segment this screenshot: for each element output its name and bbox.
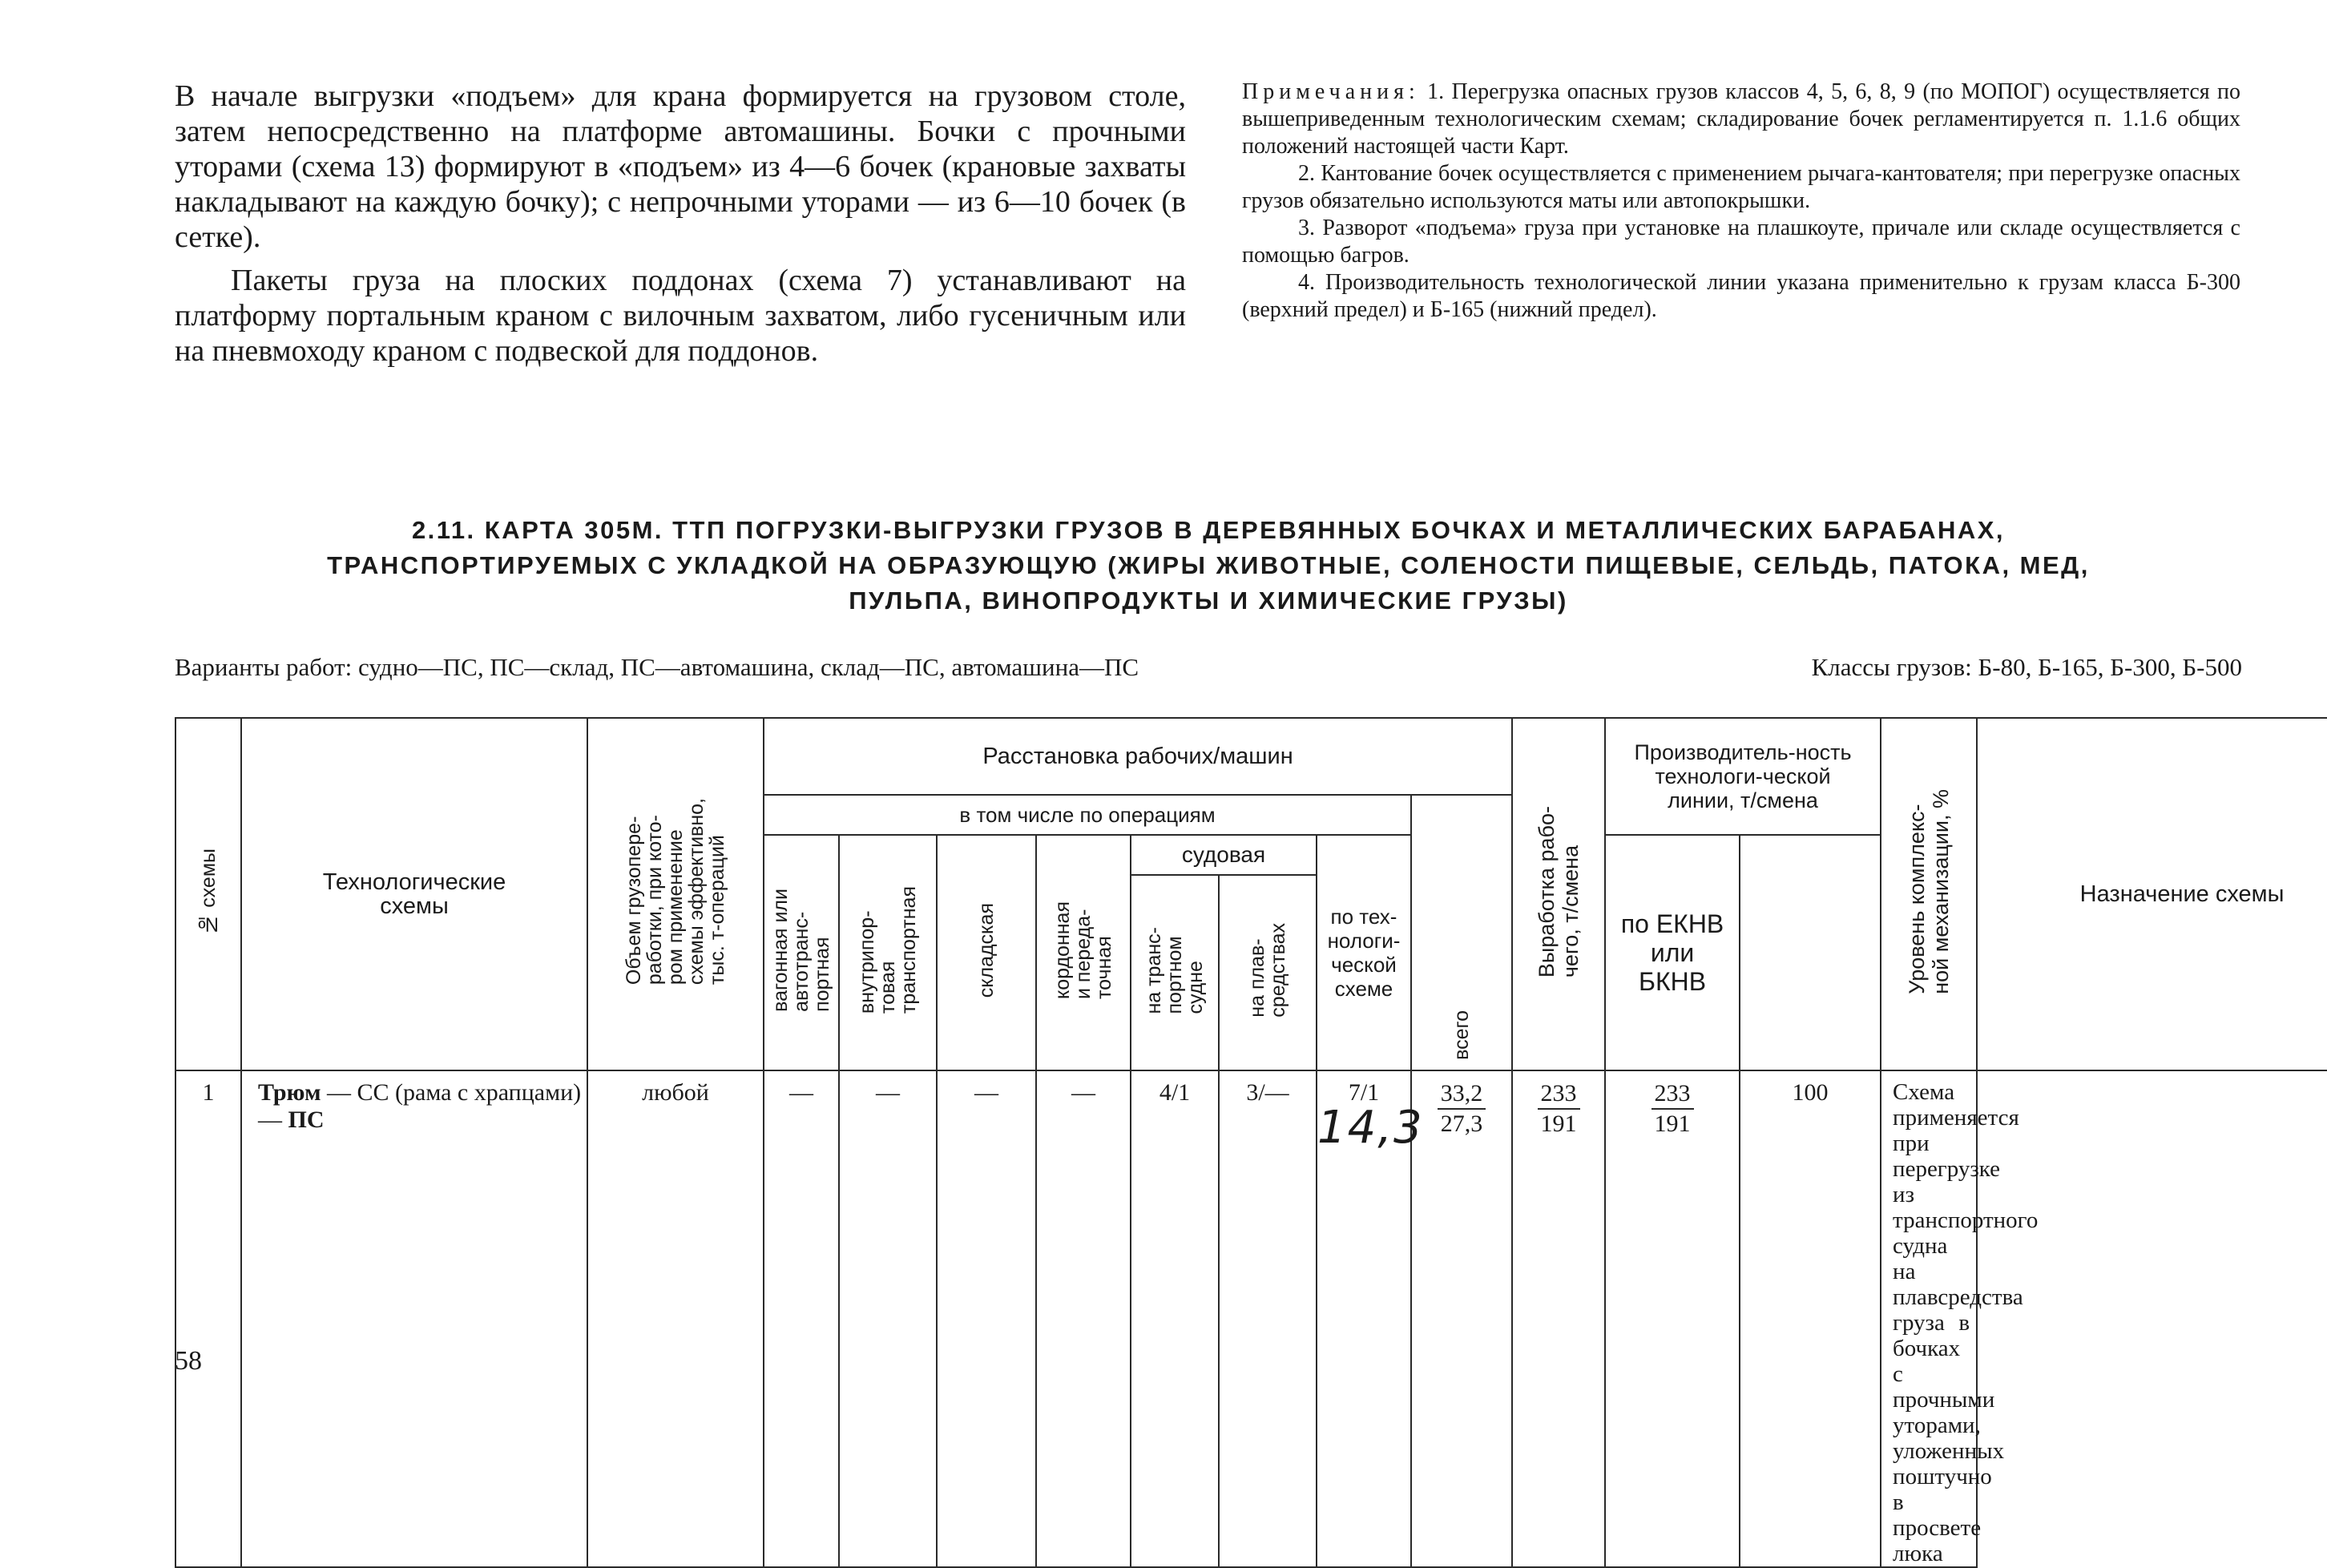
total-value: 7/1 [1348,1079,1380,1106]
handwritten-note: 14,3 [1317,1102,1424,1154]
cell-total [1317,1070,1424,1567]
header-tech-schemes: Технологические схемы [241,718,587,1070]
note-1-text: 1. Перегрузка опасных грузов классов 4, 5, 6, 8, 9 (по МОПОГ) осуществляется по вышеприведенным технологическим схемам; складирование бочек регламентируется п. 1.1.6 общих положений настоящей части Карт. [1242,79,2241,159]
cell-by-eknv [1605,1070,1740,1567]
eknv-upper: 233 [1651,1079,1694,1110]
cell-internal: — [839,1070,937,1567]
header-warehouse: складская [937,835,1036,1070]
header-wagon: вагонная или автотранс- портная [764,835,839,1070]
note-2: 2. Кантование бочек осуществляется с применением рычага-кантователя; при перегрузке опасных грузов обязательно используются маты или автопокрышки. [1242,161,2240,213]
cell-on-ship: 4/1 [1131,1070,1219,1567]
header-by-eknv: по ЕКНВ или БКНВ [1605,835,1740,1070]
table-row [175,1070,2327,1567]
left-text-column [175,79,1186,369]
tech-upper: 233 [1538,1079,1580,1110]
output-lower: 27,3 [1440,1110,1483,1137]
cell-by-tech [1512,1070,1605,1567]
header-internal: внутрипор- товая транспортная [839,835,937,1070]
header-output: Выработка рабо- чего, т/смена [1512,718,1605,1070]
header-total: всего [1411,795,1512,1070]
notes-label: Примечания: [1242,79,1420,104]
header-placement: Расстановка рабочих/машин [764,718,1512,795]
cell-wagon: — [764,1070,839,1567]
notes-column [1242,79,2240,324]
eknv-lower: 191 [1654,1110,1691,1137]
cell-on-float: 3/— [1219,1070,1317,1567]
cell-mech: 100 [1740,1070,1881,1567]
header-purpose: Назначение схемы [1977,718,2327,1070]
cell-scheme: Трюм — СС (рама с храпцами) — ПС [241,1070,587,1567]
title-line-3: ПУЛЬПА, ВИНОПРОДУКТЫ И ХИМИЧЕСКИЕ ГРУЗЫ) [849,586,1568,615]
note-1 [1242,79,2240,160]
header-on-float: на плав- средствах [1219,875,1317,1070]
header-on-ship: на транс- портном судне [1131,875,1219,1070]
header-mech-level: Уровень комплекс- ной механизации, % [1881,718,1977,1070]
technology-table [175,717,2327,1568]
header-ship: судовая [1131,835,1317,875]
cell-output [1411,1070,1512,1567]
header-scheme-no: № схемы [175,718,241,1070]
work-variants: Варианты работ: судно—ПС, ПС—склад, ПС—автомашина, склад—ПС, автомашина—ПС [175,653,1139,681]
cell-purpose: Схема применяется при перегрузке из транспортного судна на плавсредства груза в бочках с прочными уторами, уложенных поштучно в просвете люка [1881,1070,1977,1567]
title-line-2: ТРАНСПОРТИРУЕМЫХ С УКЛАДКОЙ НА ОБРАЗУЮЩУЮ (ЖИРЫ ЖИВОТНЫЕ, СОЛЕНОСТИ ПИЩЕВЫЕ, СЕЛЬДЬ, ПАТОКА, МЕД, [327,551,2090,579]
header-productivity: Производитель-ность технологи-ческой линии, т/смена [1605,718,1881,835]
cell-cordon: — [1036,1070,1131,1567]
cell-volume: любой [587,1070,764,1567]
header-cordon: кордонная и переда- точная [1036,835,1131,1070]
cargo-classes: Классы грузов: Б-80, Б-165, Б-300, Б-500 [1811,653,2242,681]
header-by-tech: по тех-нологи-ческой схеме [1317,835,1411,1070]
title-line-1: 2.11. КАРТА 305М. ТТП ПОГРУЗКИ-ВЫГРУЗКИ ГРУЗОВ В ДЕРЕВЯННЫХ БОЧКАХ И МЕТАЛЛИЧЕСКИХ БАРАБАНАХ, [411,516,2006,544]
header-by-operations: в том числе по операциям [764,795,1411,835]
section-title [175,513,2242,619]
header-volume: Объем грузопере- работки, при кото- ром применение схемы эффективно, тыс. т-операций [587,718,764,1070]
note-4: 4. Производительность технологической линии указана применительно к грузам класса Б-300 (верхний предел) и Б-165 (нижний предел). [1242,270,2240,322]
note-3: 3. Разворот «подъема» груза при установке на плашкоуте, причале или складе осуществляется с помощью багров. [1242,216,2240,268]
paragraph-pallets: Пакеты груза на плоских поддонах (схема 7) устанавливают на платформу портальным краном с вилочным захватом, либо гусеничным или на пневмоходу краном с подвеской для поддонов. [175,264,1186,368]
output-upper: 33,2 [1438,1079,1486,1110]
tech-lower: 191 [1540,1110,1577,1137]
cell-no: 1 [175,1070,241,1567]
cell-warehouse: — [937,1070,1036,1567]
paragraph-unloading: В начале выгрузки «подъем» для крана формируется на грузовом столе, затем непосредственно на платформе автомашины. Бочки с прочными уторами (схема 13) формируют в «подъем» из 4—6 бочек (крановые захваты накладывают на каждую бочку); с непрочными уторами — из 6—10 бочек (в сетке). [175,79,1186,254]
page-number: 58 [175,1346,202,1376]
